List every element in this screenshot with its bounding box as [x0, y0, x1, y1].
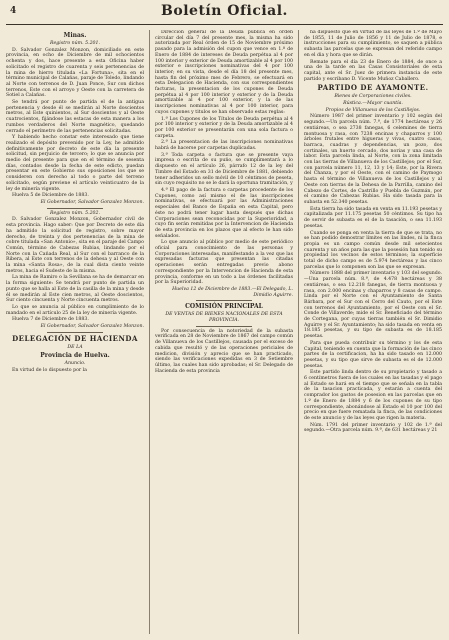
paragraph: En virtud de lo dispuesto por la [12, 368, 87, 374]
dateline: Huelva 5 de Diciembre de 1883. [12, 193, 89, 199]
section-heading: DE LA [67, 344, 83, 350]
page-number: 4 [10, 6, 17, 16]
paragraph: 1.ª Los Cupones de los Títulos de Deuda perpétua al 4 por 100 interior y exterior y de la Deuda amortizable al 4 por 100 exterior se presentarán con una sola factura o carpeta. [155, 116, 293, 139]
divider [47, 208, 102, 209]
paragraph: Este partido linda dentro de su propietario y tasado a 6 centímetros fuera de los cuales en las tasadas y el pago al Estado se hará en el tiempo que se señala en la tabla de la tasacion practicada, y estarán a cuenta del comprador los gastos de posesion en las parcelas que en 1.º de Enero de 1884 y 6 de los cupones de su tipo correspondiente, abonándose al Estado el 10 por 100 del precio en que fuere rematada la finca, de las condiciones de este anuncio y de las leyes que rigen la materia. [304, 370, 442, 421]
column-1 [6, 30, 144, 634]
section-heading: COMISIÓN PRINCIPAL [185, 303, 263, 311]
section-heading: DELEGACIÓN DE HACIENDA [12, 333, 138, 343]
header-rule [6, 24, 443, 25]
paragraph: Núm. 1791 del primer inventario y 102 de 1.ª del segundo.—Otra parcela núm. 9.ª, de 631 hectáreas y 21 [304, 422, 442, 434]
paragraph: Direccion general de la Deuda pública en orden circular del día 7 del presente mes, la misma ha sido autorizada por Real órden de 15 de Noviembre próximo pasado para la admisión del cupon que vence en 1.º de Enero de 1884 de intereses de Deuda perpétua al 4 por 100 interior y exterior de Deuda amortizable al 4 por 100 exterior e inscripciones nominativas del 4 por 100 interior; en su vista, desde el día 18 del presente mes, hasta fin del próximo mes de Febrero, se efectuará en esta Delegacion de Hacienda, con sus correspondientes facturas, la presentacion de los cupones de Deuda perpétua al 4 por 100 interior y exterior y de la Deuda amortizable al 4 por 100 exterior, y la de las inscripciones nominativas al 4 por 100 interior, para cuyos cupones y titulos se han observado estas reglas: [155, 30, 293, 115]
paragraph: 2.ª La presentacion de las inscripciones nominativas habrá de hacerse por carpetas duplicadas. [155, 140, 293, 152]
sub-heading: Anuncio. [64, 361, 86, 367]
sub-heading: DE VENTAS DE BIENES NACIONALES DE ESTA PROVINCIA. [165, 312, 283, 324]
newspaper-title: Boletín Oficial. [161, 3, 288, 19]
sub-heading: Rústica.—Mayor cuantía. [343, 101, 403, 107]
paragraph: D. Salvador Gonzalez Monzon, domiciliado en este provincia, en ocho de Diciembre de mil ochocientos ochenta y dos, hace presente a esta Oficina haber solicitado el registro de cuarenta y seis pertenencias de la mina de hierro titulada «La Fortuna», sita en el término municipal de Calañas, paraje de Toledo, lindando al Norte con terrenos de D. Juan Ponce, Sur con dichos terrenos, Este con el arroyo y Oeste con la carretera de Sotiel a Calañas. [6, 47, 144, 99]
divider [196, 326, 251, 327]
paragraph: Cuando se ponga en venta la tierra de que se trata, no se han podido demostrar límites en las lindes, ni la finca propia es un campo común desde mil setecientos cuarenta y un años para las que la posesión han tenido su propiedad los vecinos de estos términos; la superficie total de dicho campo es de 5.974 hectáreas y las cinco parcelas que lo componen son las que se expresan. [304, 230, 442, 270]
signature: El Gobernador, Salvador Gonzalez Monzon. [40, 324, 144, 330]
divider [196, 300, 251, 301]
divider [47, 332, 102, 333]
signature: El Gobernador, Salvador Gonzalez Monzon. [40, 199, 144, 205]
registry-number: Registro núm. 5.202. [49, 210, 101, 216]
column-divider [149, 30, 150, 634]
signature: Huelva 12 de Diciembre de 1883.—El Delegado, L. Dimidio Aguirre. [172, 286, 293, 298]
page-header [0, 0, 449, 26]
paragraph: Para que pueda contribuir su término y los de esta Capital, teniendo en cuenta que la formación de las cinco partes de la certificacion, ha ha sido tasado en 12.000 pesetas, y su tipo que sirve de subasta es el de 12.000 pesetas. [304, 340, 442, 369]
paragraph: Se tendrá por punto de partida el de la antigua pertenencia y desde él se medirán al Norte doscientos metros, al Este quinientos, al Sur doscientos y al Oeste cuatrocientos, fijándose las estacas de esta manera a los rumbos verdaderos del Norte magnético, quedando cerrado el perímetro de las pertenencias solicitadas. [6, 100, 144, 134]
paragraph: Esta tierra ha sido tasada en venta en 11.193 pesetas y capitalizada por 11.175 pesetas 50 céntimos. Su tipo ha de servir de subasta es el de la tasación, o sea 11.193 pesetas. [304, 206, 442, 229]
paragraph: ha dispuesto que en virtud de las leyes de 1.º de Mayo de 1855, 11 de Julio de 1856 y 11 de Julio de 1878, e instrucciones para su cumplimiento, se saquen a pública subasta las parcelas que se expresan del referido campo en el dia y hora que se dirán. [304, 30, 442, 58]
sub-heading: Propios de Villanueva de los Castillejos. [325, 107, 421, 113]
column-3 [304, 30, 442, 634]
dateline: Huelva 7 de Diciembre de 1883. [12, 317, 89, 323]
column-2 [155, 30, 293, 634]
paragraph: D. Salvador Gonzalez Monzon, Gobernador civil de esta provincia. Hago saber: Que por Decreto de este día ha admitido la solicitud de registro, sobre mayor derecho, de treinta y dos pertenencias de la mina de cobre titulada «San Antonio», sita en el paraje del Campo Común, término de Cabezas Rubias, lindando por el Norte con la Cañada Real, al Sur con el barranco de la Ribera, al Este con terrenos de la dehesa y al Oeste con la mina «Santa Rosa», de la cual dista ciento veinte metros, hacia el Sudeste de la misma. [6, 217, 144, 274]
paragraph: Remate para el día 23 de Enero de 1884, de once a una de la tarde en las Casas Consistoriales de esta capital, ante el Sr. Juez de primera instancia de este partido y escribano D. Vicente Muñoz Caballero. [304, 59, 442, 82]
section-heading: Minas. [63, 32, 87, 39]
section-heading: Provincia de Huelva. [40, 352, 110, 360]
paragraph: 4.ª El pago de la factura o carpetas procedente de los Cupones, como así mismo el de las inscripciones nominativas, se efectuará por las Administraciones especiales del Banco de España en esta Capital, pero éste no podrá tener lugar hasta después que dichas Corporaciones sean reconocidas por la Superioridad, a cuyo fin serán remitidas por la Intervencion de Hacienda de esta provincia en los plazos que al efecto le han sido señalados. [155, 187, 293, 239]
paragraph: La mina de Ramiro o la Sevillana se ha de demarcar en la forma siguiente: Se tendrá por punto de partida un punto que se halla al Este de la casilla de la mina y desde él se medirán al Este cien metros, al Oeste doscientos, Sur ciento cincuenta y Norte cincuenta metros. [6, 275, 144, 304]
paragraph: Número 1987 del primer inventario y 102 según del segundo.—Un parcela núm. 7.ª, de 1774 hectáreas y 26 centiáreas, o sea 2738 fanegas, 6 celemines de tierra montuosa y rasa, con 7238 encinas y chaparros y 100 árboles frutales entre higueras y vivas, cuatro casas, barraca, cuadras y dependencias, un pozo, dos cortinales, un huerto cercado, dos norias y una casa de labor. Esta parcela linda, al Norte, con la zona limitada con las tierras de Villanueva de los Castillejos; por el Sur, con parcela número 11, 12, 13 y 14; Este, por la Rivera del Chanza, y por el Oeste, con el camino de Paymogo hasta el término de Villanueva de los Castillejos y al Oeste con tierras de la Dehesa de la Parrilla, camino del Cabezo de Cortes, de Castrillo y Puebla de Guzmán, por el camino de Cabezas Rubias. Ha sido tasada para la subasta en 52.340 pesetas. [304, 114, 442, 205]
paragraph: 3.ª Toda carpeta o factura que se presente vaya impresa o escrita de su puño, se cumplimentará a lo dispuesto en el artículo 26, párrafo 12 de la ley del Timbre del Estado en 31 de Diciembre de 1881, debiendo tener adheridos un sello móvil de 10 céntimos de peseta, sin cuyo requisito no se le dará la oportuna tramitación, y [155, 152, 293, 187]
paragraph: Número 1888 del primer inventario y 103 del segundo.—Una parcela núm. 8.ª, de 4.478 hectáreas y 38 centiáreas, o sea 12.218 fanegas, de tierra montuosa y rasa, con 2.000 encinas y chaparros y 8 casas de campo. Linda por el Norte con el Ayuntamiento de Santa Bárbara, por el Sur con el Cerro del Cauto, por el Este con terrenos del Ayuntamiento, por el Oeste con el Sr. Conde de Villaverde; mide el Sr. Beneficiado del término de Cortegana, por cuyas tierras también el Sr. Dimidio Aguirre y el Sr. Ayuntamiento; ha sido tasada en venta en 18.185 pesetas, y su tipo de subasta es de 18.185 pesetas. [304, 271, 442, 340]
paragraph: Lo que anuncio al público por medio de este periódico oficial para conocimiento de las personas y Corporaciones interesadas, manifestando a la vez que las expresadas facturas que presentan las citadas operaciones serán entregadas previo abono correspondiente por la Intervencion de Hacienda de esta provincia, conforme en un todo a las órdenes facilitadas por la Superioridad. [155, 240, 293, 286]
paragraph: Por consecuencia de la notoriedad de la subasta verificada en 28 de Noviembre de 1867 del campo común de Villanueva de los Castillejos, causada por el exceso de cabida que resultó y de las operaciones periciales de medicion, división y aprecio que se han practicado, siendo las verificaciones expedidas en 3 de Setiembre último, las cuales han sido aprobadas; el Sr. Delegado de Hacienda de esta provincia [155, 328, 293, 374]
registry-number: Registro núm. 5.201. [49, 41, 101, 46]
section-heading: PARTIDO DE AYAMONTE. [317, 83, 429, 93]
paragraph: Lo que se anuncia al público en cumplimiento de lo mandado en el artículo 25 de la ley de minería vigente. [6, 304, 144, 316]
paragraph: Y habiendo hecho constar este interesado que tiene realizado el depósito prevenido por la Ley, he admitido definitivamente por decreto de este día la presente solicitud, sin perjuicio de tercero; lo que se anuncia por medio del presente para que en el término de sesenta días, contados desde la fecha de este edicto, puedan presentar en este Gobierno sus oposiciones los que se consideren con derecho al todo o parte del terreno solicitado, según previene el artículo veinticuatro de la ley de minería vigente. [6, 135, 144, 192]
sub-heading: Bienes de Corporaciones civiles. [334, 94, 412, 100]
column-divider [298, 30, 299, 634]
